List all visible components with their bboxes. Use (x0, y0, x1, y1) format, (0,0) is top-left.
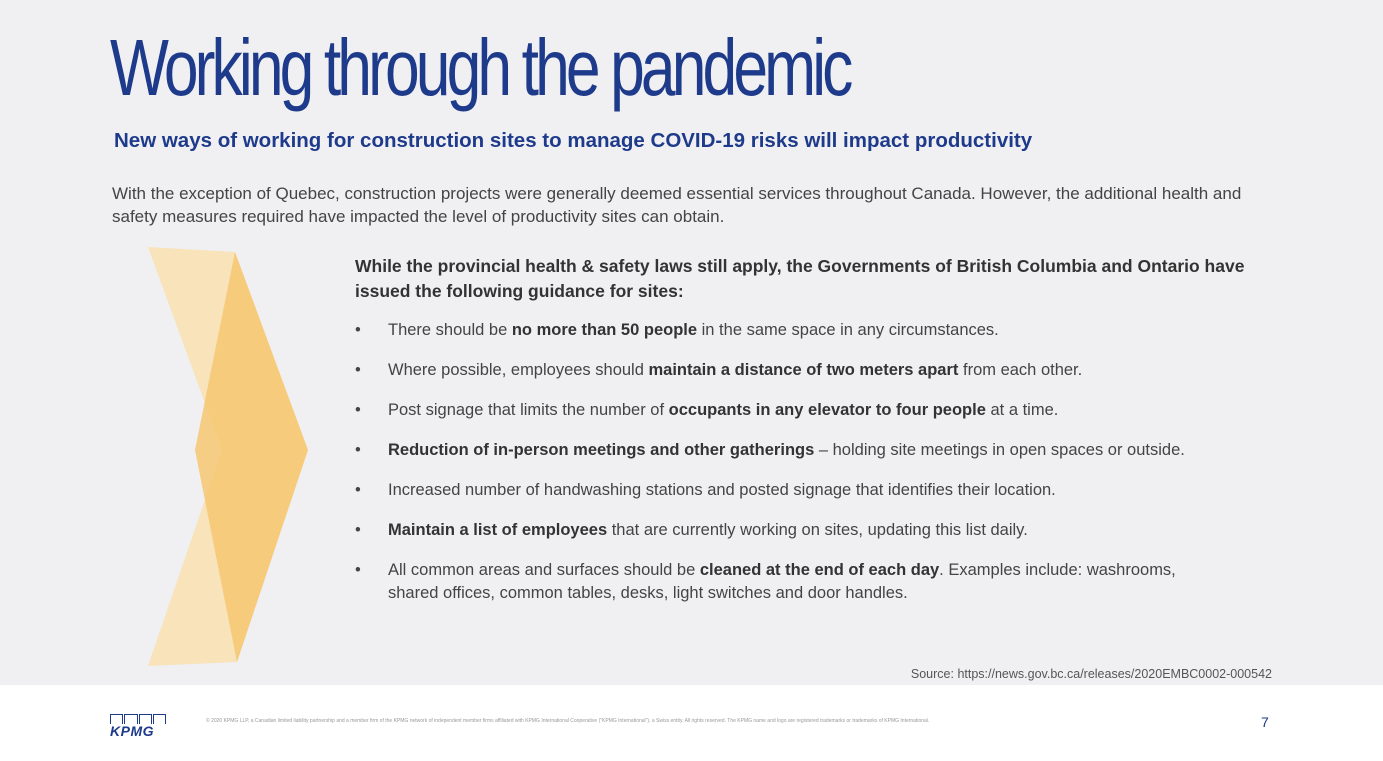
page-number: 7 (1261, 714, 1269, 730)
chevron-arrow-graphic (140, 244, 312, 670)
intro-paragraph: With the exception of Quebec, construction projects were generally deemed essential services throughout Canada. However, the additional health and safety measures required have impacted the level of productivity sites can obtain. (112, 184, 1242, 226)
slide-subtitle: New ways of working for construction sites to manage COVID-19 risks will impact productivity (114, 129, 1033, 152)
list-item: • Maintain a list of employees that are currently working on sites, updating this list daily. (355, 519, 1255, 542)
bullet-glyph: • (355, 441, 361, 459)
bullet-glyph: • (355, 401, 361, 419)
guidance-heading: While the provincial health & safety laws still apply, the Governments of British Columbia and Ontario have issued the following guidance for sites: (355, 256, 1245, 301)
list-item: • Reduction of in-person meetings and other gatherings – holding site meetings in open spaces or outside. (355, 439, 1215, 462)
list-item: • All common areas and surfaces should be cleaned at the end of each day. Examples include: washrooms, shared offices, common tables, desks, light switches and door handles. (355, 561, 1176, 602)
list-item: • There should be no more than 50 people in the same space in any circumstances. (355, 319, 1255, 342)
bullet-glyph: • (355, 361, 361, 379)
list-item: • Post signage that limits the number of occupants in any elevator to four people at a time. (355, 399, 1255, 422)
bullet-glyph: • (355, 321, 361, 339)
list-item: • Where possible, employees should maintain a distance of two meters apart from each other. (355, 359, 1255, 382)
kpmg-logo (110, 714, 166, 738)
slide-title: Working through the pandemic (110, 23, 850, 112)
guidance-list (355, 319, 1255, 604)
bullet-glyph: • (355, 561, 361, 579)
bullet-glyph: • (355, 481, 361, 499)
copyright-notice: © 2020 KPMG LLP, a Canadian limited liability partnership and a member firm of the KPMG network of independent member firms affiliated with KPMG International Cooperative ("KPMG International"), a Swiss entity. All rights reserved. The KPMG name and logo are registered trademarks or trademarks of KPMG International. (206, 718, 930, 724)
list-item: • Increased number of handwashing stations and posted signage that identifies their location. (355, 479, 1255, 502)
source-citation: Source: https://news.gov.bc.ca/releases/2020EMBC0002-000542 (910, 667, 1272, 681)
bullet-glyph: • (355, 521, 361, 539)
kpmg-logo-text: KPMG (110, 723, 154, 739)
